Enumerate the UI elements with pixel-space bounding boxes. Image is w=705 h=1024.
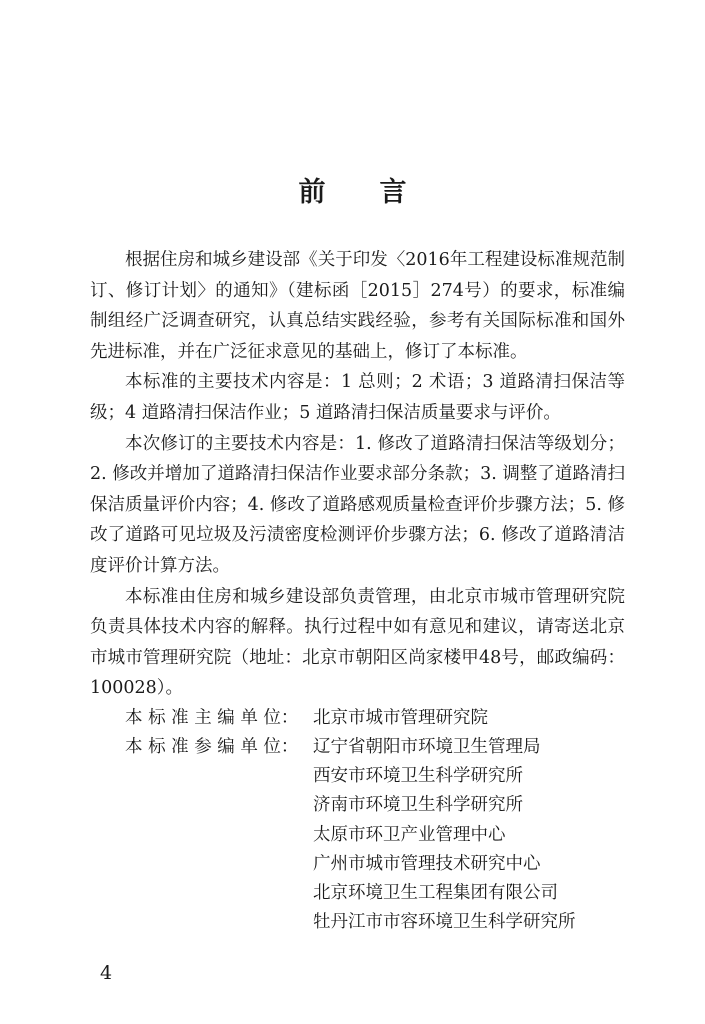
participant-unit-row xyxy=(90,879,625,908)
participant-unit-name: 北京环境卫生工程集团有限公司 xyxy=(313,883,558,904)
participant-unit-name: 牡丹江市市容环境卫生科学研究所 xyxy=(313,912,576,933)
chief-unit-row xyxy=(90,704,625,733)
participant-unit-row xyxy=(90,908,625,937)
paragraph-main-content: 本标准的主要技术内容是：1 总则；2 术语；3 道路清扫保洁等级；4 道路清扫保洁作业；5 道路清扫保洁质量要求与评价。 xyxy=(90,372,625,423)
participant-unit-row xyxy=(90,791,625,820)
chief-unit-label: 本 标 准 主 编 单 位： xyxy=(125,707,299,728)
paragraph-background: 根据住房和城乡建设部《关于印发〈2016年工程建设标准规范制订、修订计划〉的通知》（建标函［2015］274号）的要求，标准编制组经广泛调查研究，认真总结实践经验，参考有关国际标准和国外先进标准，并在广泛征求意见的基础上，修订了本标准。 xyxy=(90,250,625,362)
page-number: 4 xyxy=(100,962,113,984)
participant-unit-row xyxy=(90,762,625,791)
units-list xyxy=(90,704,625,938)
chief-unit-name: 北京市城市管理研究院 xyxy=(313,707,488,728)
participant-unit-row xyxy=(90,821,625,850)
participant-unit-name: 广州市城市管理技术研究中心 xyxy=(313,853,541,874)
participant-unit-name: 太原市环卫产业管理中心 xyxy=(313,824,506,845)
participant-unit-name: 辽宁省朝阳市环境卫生管理局 xyxy=(313,737,541,758)
participant-unit-name: 西安市环境卫生科学研究所 xyxy=(313,766,523,787)
participant-unit-name: 济南市环境卫生科学研究所 xyxy=(313,795,523,816)
participant-unit-row xyxy=(90,733,625,762)
paragraph-revision-content: 本次修订的主要技术内容是：1. 修改了道路清扫保洁等级划分；2. 修改并增加了道路清扫保洁作业要求部分条款；3. 调整了道路清扫保洁质量评价内容；4. 修改了道路感观质量检查评价步骤方法；5. 修改了道路可见垃圾及污渍密度检测评价步骤方法；6. 修改了道路清洁度评价计算方法。 xyxy=(90,433,625,576)
preface-body xyxy=(90,245,625,937)
participant-unit-label: 本 标 准 参 编 单 位： xyxy=(125,737,299,758)
page-title: 前言 xyxy=(298,177,461,208)
participant-unit-row xyxy=(90,850,625,879)
paragraph-management: 本标准由住房和城乡建设部负责管理，由北京市城市管理研究院负责具体技术内容的解释。执行过程中如有意见和建议，请寄送北京市城市管理研究院（地址：北京市朝阳区尚家楼甲48号，邮政编码：100028）。 xyxy=(90,586,625,699)
